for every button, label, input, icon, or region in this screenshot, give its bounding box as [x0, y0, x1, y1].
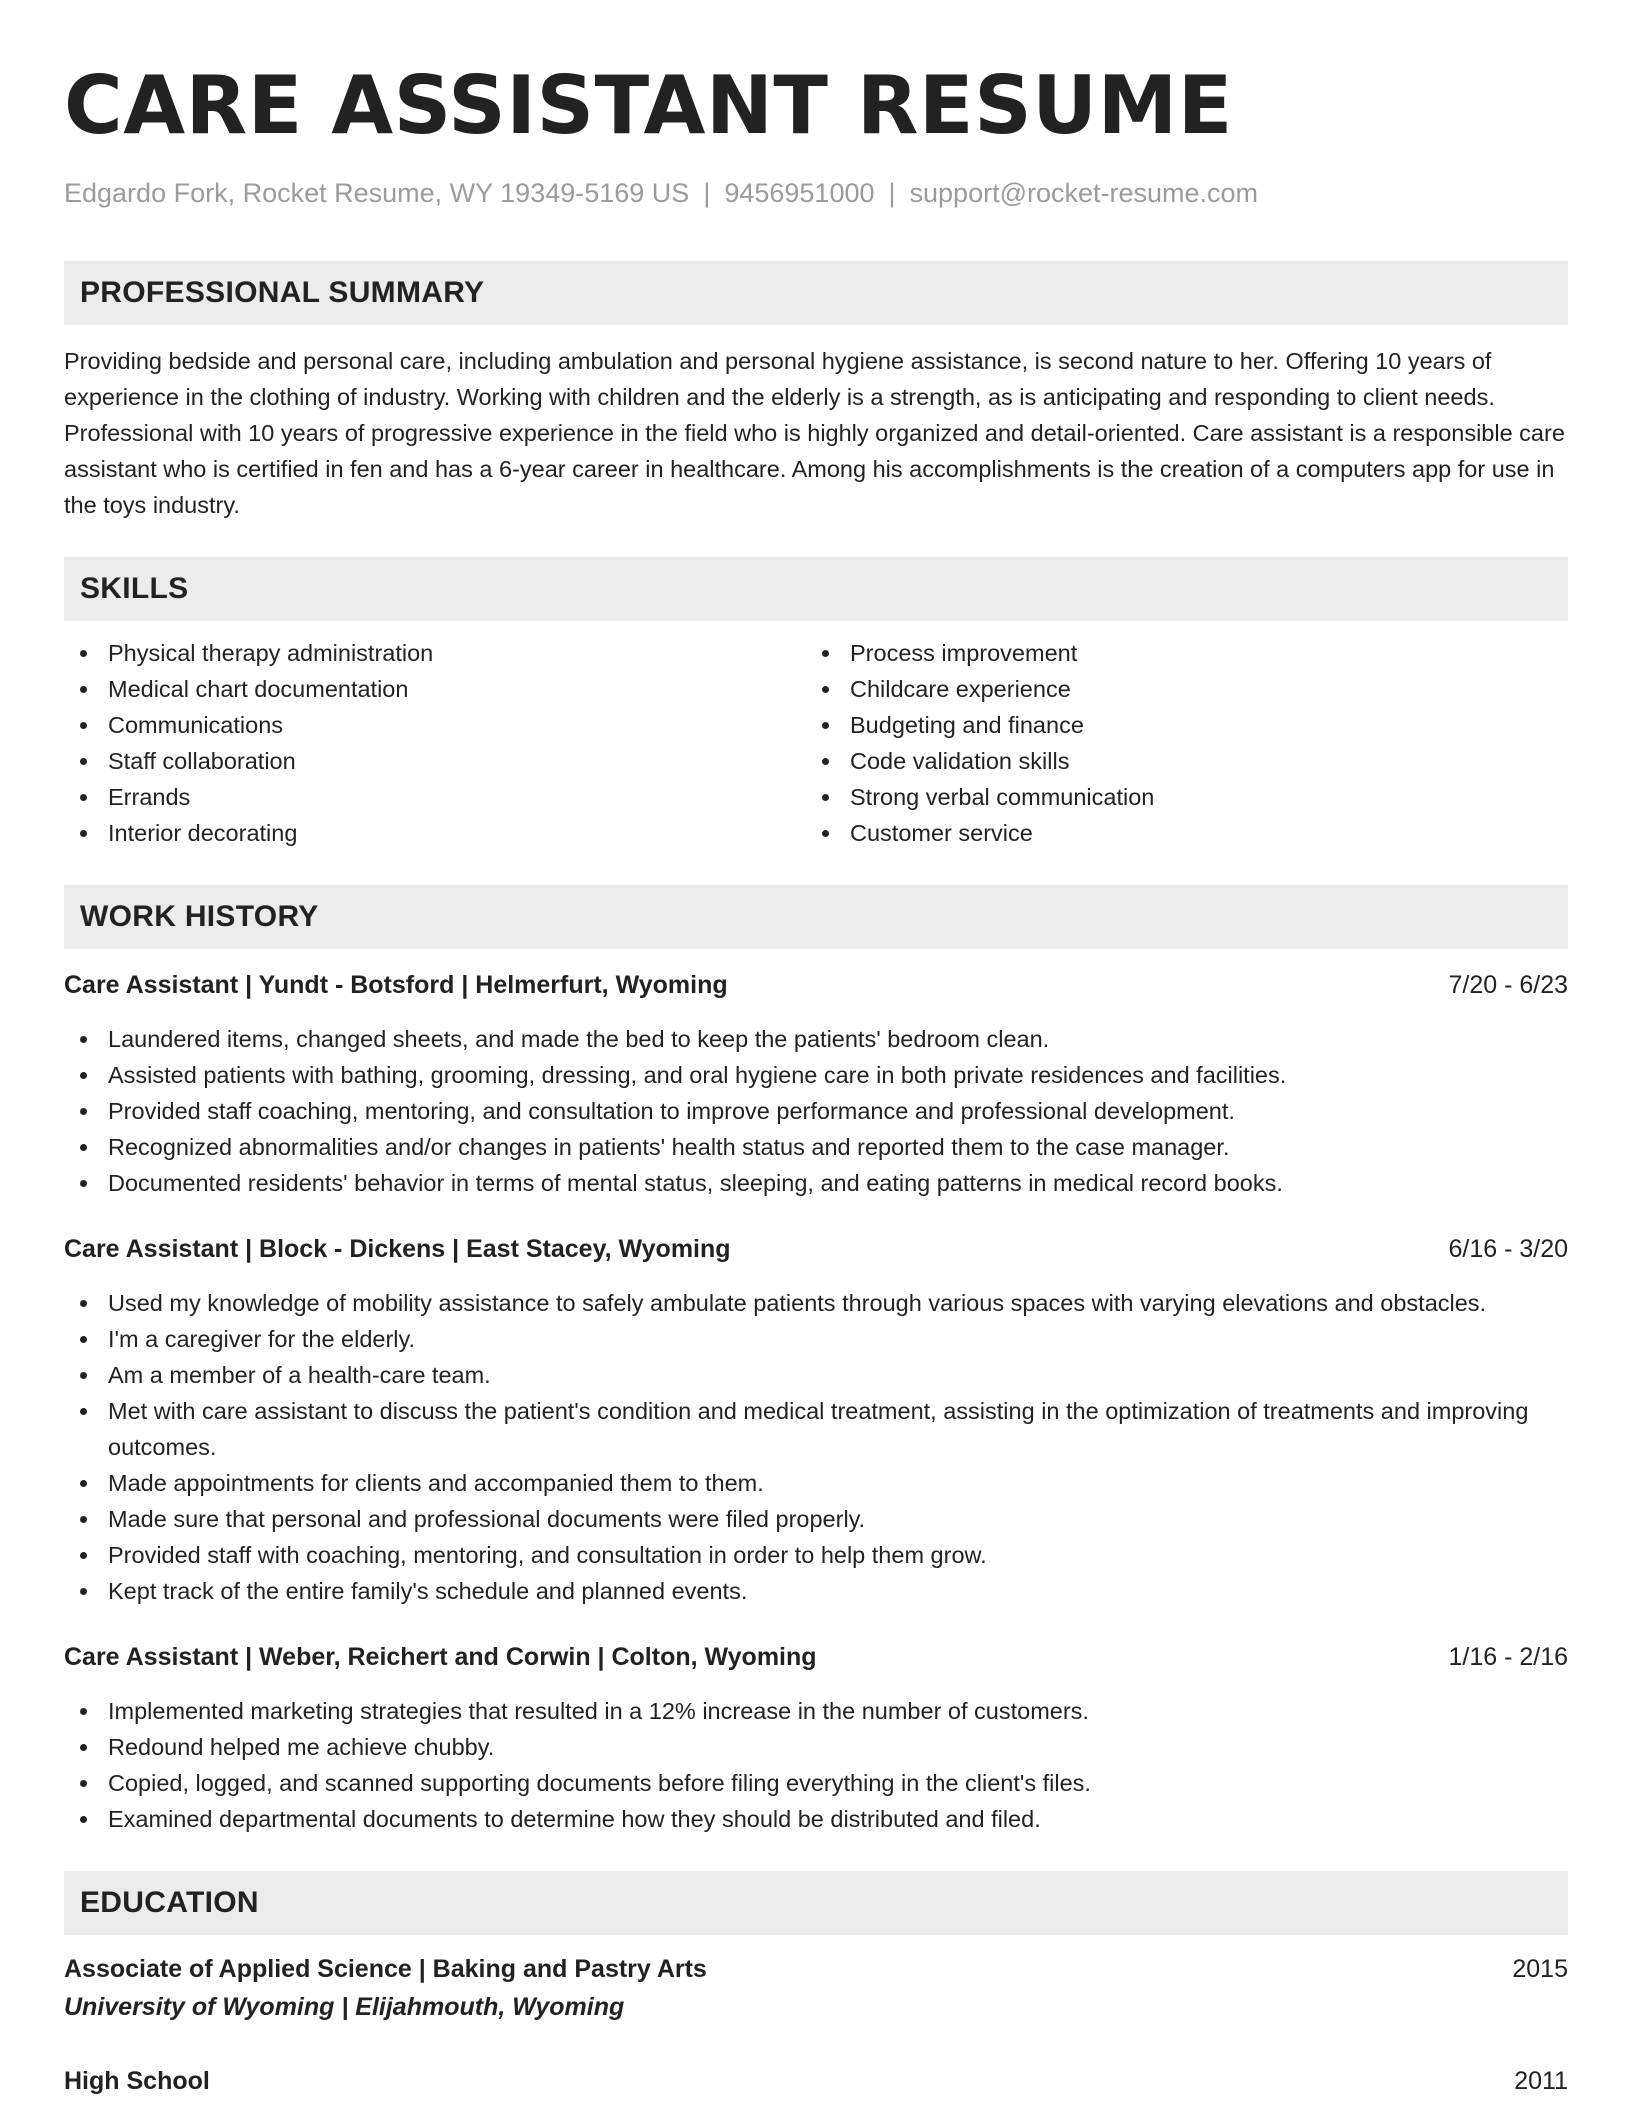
- education-year: 2015: [1512, 1955, 1568, 1983]
- job-dates: 6/16 - 3/20: [1448, 1235, 1568, 1263]
- job-dates: 7/20 - 6/23: [1448, 971, 1568, 999]
- job-bullet: Documented residents' behavior in terms of mental status, sleeping, and eating patterns in medical record books.: [64, 1165, 1568, 1201]
- contact-separator: |: [888, 178, 896, 208]
- education-year: 2011: [1514, 2067, 1568, 2095]
- summary-text: Providing bedside and personal care, including ambulation and personal hygiene assistance, is second nature to her. Offering 10 years of experience in the clothing of industry. Working with children and the elderly is a strength, as is anticipating and responding to client needs. Professional with 10 years of progressive experience in the field who is highly organized and detail-oriented. Care assistant is a responsible care assistant who is certified in fen and has a 6-year career in healthcare. Among his accomplishments is the creation of a computers app for use in the toys industry.: [64, 348, 1565, 518]
- job-bullet: Provided staff coaching, mentoring, and consultation to improve performance and professional development.: [64, 1093, 1568, 1129]
- job-bullet: Met with care assistant to discuss the patient's condition and medical treatment, assisting in the optimization of treatments and improving outcomes.: [64, 1393, 1568, 1465]
- skill-item: Physical therapy administration: [64, 635, 806, 671]
- skill-item: Process improvement: [806, 635, 1548, 671]
- skill-item: Communications: [64, 707, 806, 743]
- skills-list: [64, 635, 1568, 851]
- job-bullets: [64, 1021, 1568, 1201]
- skills-column-right: [806, 635, 1548, 851]
- contact-phone: 9456951000: [724, 178, 875, 208]
- education-degree: Associate of Applied Science | Baking and Pastry Arts: [64, 1955, 707, 1983]
- job-bullet: Kept track of the entire family's schedule and planned events.: [64, 1573, 1568, 1609]
- contact-line: [64, 176, 1568, 210]
- job-header: [64, 1231, 1568, 1267]
- skill-item: Budgeting and finance: [806, 707, 1548, 743]
- job-entry: [64, 1639, 1568, 1837]
- job-header: [64, 967, 1568, 1003]
- skills-column-left: [64, 635, 806, 851]
- job-bullet: Examined departmental documents to determine how they should be distributed and filed.: [64, 1801, 1568, 1837]
- section-heading-work-history: WORK HISTORY: [64, 885, 1568, 949]
- job-bullet: Made appointments for clients and accompanied them to them.: [64, 1465, 1568, 1501]
- job-bullets: [64, 1285, 1568, 1609]
- education-header: [64, 1951, 1568, 1987]
- education-header: [64, 2063, 1568, 2099]
- job-bullet: Recognized abnormalities and/or changes in patients' health status and reported them to the case manager.: [64, 1129, 1568, 1165]
- job-bullet: I'm a caregiver for the elderly.: [64, 1321, 1568, 1357]
- job-bullet: Assisted patients with bathing, grooming, dressing, and oral hygiene care in both private residences and facilities.: [64, 1057, 1568, 1093]
- skill-item: Interior decorating: [64, 815, 806, 851]
- job-title: Care Assistant | Yundt - Botsford | Helmerfurt, Wyoming: [64, 971, 728, 999]
- resume-title: CARE ASSISTANT RESUME: [64, 59, 1233, 152]
- skill-item: Code validation skills: [806, 743, 1548, 779]
- job-bullets: [64, 1693, 1568, 1837]
- skill-item: Strong verbal communication: [806, 779, 1548, 815]
- job-bullet: Redound helped me achieve chubby.: [64, 1729, 1568, 1765]
- skill-item: Childcare experience: [806, 671, 1548, 707]
- job-bullet: Used my knowledge of mobility assistance to safely ambulate patients through various spaces with varying elevations and obstacles.: [64, 1285, 1568, 1321]
- skill-item: Errands: [64, 779, 806, 815]
- job-bullet: Copied, logged, and scanned supporting documents before filing everything in the client's files.: [64, 1765, 1568, 1801]
- contact-address: Edgardo Fork, Rocket Resume, WY 19349-5169 US: [64, 178, 690, 208]
- section-heading-education: EDUCATION: [64, 1871, 1568, 1935]
- education-entry: [64, 2063, 1568, 2099]
- job-entry: [64, 967, 1568, 1201]
- job-dates: 1/16 - 2/16: [1448, 1643, 1568, 1671]
- education-entry: [64, 1951, 1568, 2025]
- job-bullet: Implemented marketing strategies that resulted in a 12% increase in the number of customers.: [64, 1693, 1568, 1729]
- skill-item: Medical chart documentation: [64, 671, 806, 707]
- job-title: Care Assistant | Weber, Reichert and Corwin | Colton, Wyoming: [64, 1643, 817, 1671]
- job-entry: [64, 1231, 1568, 1609]
- contact-separator: |: [703, 178, 711, 208]
- job-bullet: Am a member of a health-care team.: [64, 1357, 1568, 1393]
- skill-item: Staff collaboration: [64, 743, 806, 779]
- section-heading-summary: PROFESSIONAL SUMMARY: [64, 261, 1568, 325]
- education-degree: High School: [64, 2067, 210, 2095]
- job-title: Care Assistant | Block - Dickens | East Stacey, Wyoming: [64, 1235, 731, 1263]
- job-header: [64, 1639, 1568, 1675]
- job-bullet: Made sure that personal and professional documents were filed properly.: [64, 1501, 1568, 1537]
- skill-item: Customer service: [806, 815, 1548, 851]
- job-bullet: Provided staff with coaching, mentoring, and consultation in order to help them grow.: [64, 1537, 1568, 1573]
- job-bullet: Laundered items, changed sheets, and made the bed to keep the patients' bedroom clean.: [64, 1021, 1568, 1057]
- section-heading-skills: SKILLS: [64, 557, 1568, 621]
- education-school: University of Wyoming | Elijahmouth, Wyoming: [64, 1993, 625, 2021]
- contact-email[interactable]: support@rocket-resume.com: [909, 178, 1259, 208]
